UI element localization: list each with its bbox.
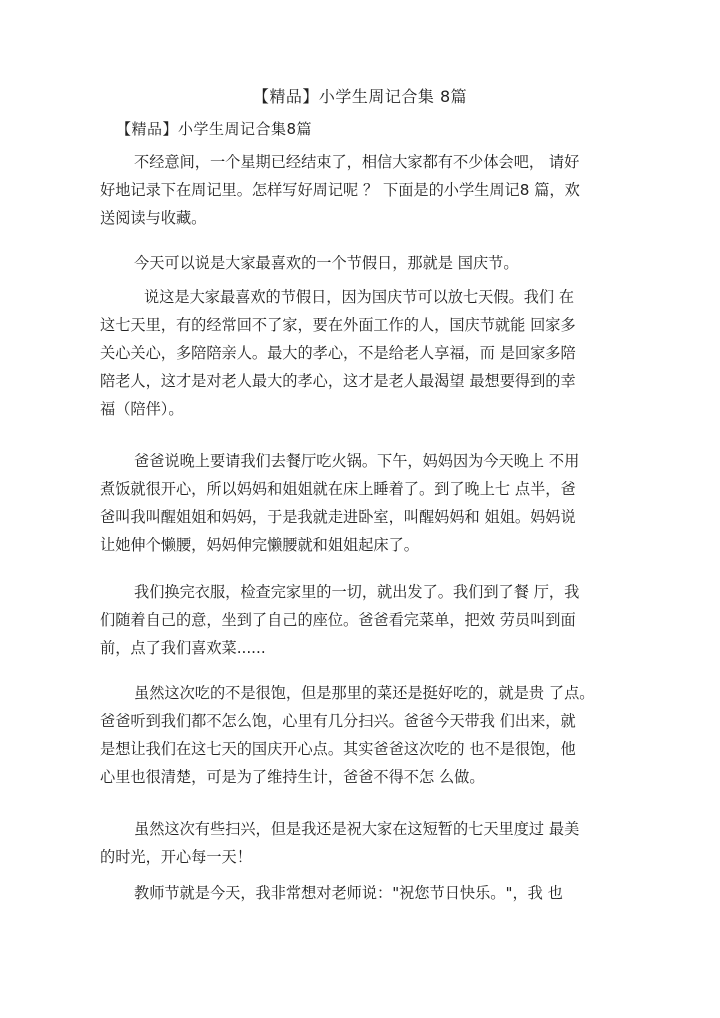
document-title: 【精品】小学生周记合集 8篇	[252, 87, 468, 106]
paragraph-line: 说这是大家最喜欢的节假日，因为国庆节可以放七天假。我们 在	[144, 288, 575, 306]
paragraph-national-day	[100, 249, 602, 277]
paragraph-line: 煮饭就很开心，所以妈妈和姐姐就在床上睡着了。到了晚上七 点半，爸	[100, 480, 576, 498]
paragraph-line: 心里也很清楚，可是为了维持生计，爸爸不得不怎 么做。	[100, 768, 485, 786]
paragraph-line: 送阅读与收藏。	[100, 209, 207, 227]
paragraph-restaurant	[100, 578, 602, 662]
paragraph-line: 前，点了我们喜欢菜......	[100, 639, 266, 657]
paragraph-line: 让她伸个懒腰，妈妈伸完懒腰就和姐姐起床了。	[100, 536, 419, 554]
paragraph-line: 的时光，开心每一天！	[100, 848, 252, 866]
paragraph-line: 福（陪伴）。	[100, 400, 184, 418]
paragraph-line: 今天可以说是大家最喜欢的一个节假日，那就是 国庆节。	[134, 254, 519, 272]
paragraph-line: 这七天里，有的经常回不了家，要在外面工作的人，国庆节就能 回家多	[100, 316, 576, 334]
paragraph-intro	[100, 148, 602, 232]
paragraph-wishes	[100, 815, 602, 871]
paragraph-line: 爸爸听到我们都不怎么饱，心里有几分扫兴。爸爸今天带我 们出来，就	[100, 712, 576, 730]
paragraph-line: 爸叫我叫醒姐姐和妈妈，于是我就走进卧室，叫醒妈妈和 姐姐。妈妈说	[100, 508, 576, 526]
paragraph-dinner	[100, 679, 602, 791]
paragraph-line: 虽然这次吃的不是很饱，但是那里的菜还是挺好吃的，就是贵 了点。	[134, 684, 595, 702]
paragraph-line: 我们换完衣服，检查完家里的一切，就出发了。我们到了餐 厅，我	[134, 583, 580, 601]
paragraph-line: 是想让我们在这七天的国庆开心点。其实爸爸这次吃的 也不是很饱，他	[100, 740, 576, 758]
paragraph-hotpot	[100, 447, 602, 559]
paragraph-line: 虽然这次有些扫兴，但是我还是祝大家在这短暂的七天里度过 最美	[134, 820, 580, 838]
paragraph-line: 关心关心，多陪陪亲人。最大的孝心，不是给老人享福，而 是回家多陪	[100, 344, 576, 362]
paragraph-line: 陪老人，这才是对老人最大的孝心，这才是老人最渴望 最想要得到的幸	[100, 372, 576, 390]
paragraph-line: 们随着自己的意，坐到了自己的座位。爸爸看完菜单，把效 劳员叫到面	[100, 611, 576, 629]
paragraph-holiday	[100, 283, 602, 423]
paragraph-line: 教师节就是今天，我非常想对老师说："祝您节日快乐。"，我 也	[134, 884, 563, 902]
paragraph-line: 爸爸说晚上要请我们去餐厅吃火锅。下午，妈妈因为今天晚上 不用	[134, 452, 580, 470]
paragraph-line: 好地记录下在周记里。怎样写好周记呢 ？ 下面是的小学生周记8 篇，欢	[100, 181, 580, 199]
paragraph-teachers-day	[100, 879, 602, 907]
document-subtitle: 【精品】小学生周记合集8篇	[116, 120, 313, 138]
paragraph-line: 不经意间，一个星期已经结束了，相信大家都有不少体会吧， 请好	[134, 153, 580, 171]
